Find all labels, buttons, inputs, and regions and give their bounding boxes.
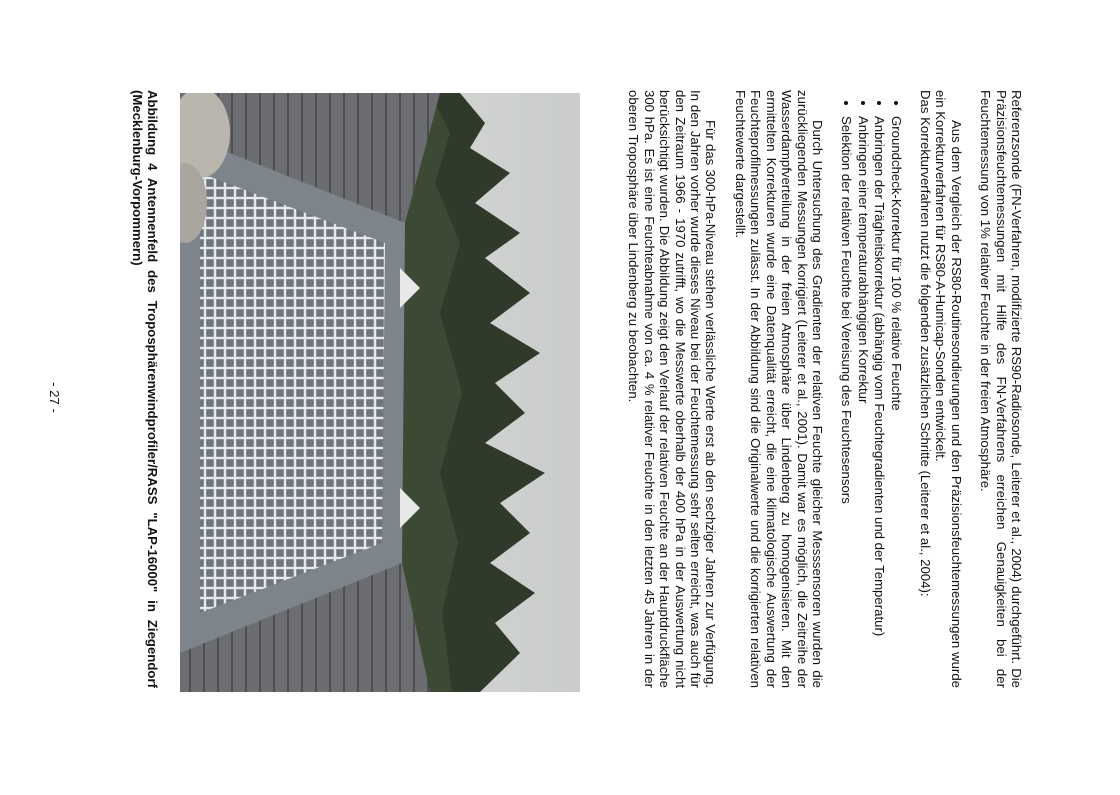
bullet-item: • Selektion der relativen Feuchte bei Vereisung des Feuchtesensors — [839, 116, 854, 688]
figure-caption: Abbildung 4 Antennenfeld des Troposphärenwindprofiler/RASS "LAP-16000" in Ziegendorf (Mecklenburg-Vorpommern) — [129, 90, 160, 688]
paragraph-korrekturverfahren: Das Korrekturverfahren nutzt die folgenden zusätzlichen Schritte (Leiterer et al., 2004): — [917, 90, 933, 597]
antenna-field-photo — [180, 93, 580, 692]
bullet-item: • Groundcheck-Korrektur für 100 % relative Feuchte — [888, 116, 903, 688]
paragraph-referenzsonde: Referenzsonde (FN-Verfahren, modifizierte RS90-Radiosonde, Leiterer et al., 2004) durchgeführt. Die Präzisionsfeuchtemessungen mit Hilfe des FN-Verfahrens erreichen Genauigkeiten bei der Feuchtemessung von 1% relativer Feuchte in der freien Atmosphäre. — [978, 90, 1024, 688]
page-number: - 27 - — [47, 382, 62, 413]
text-block-upper — [612, 90, 1024, 688]
paragraph-gradient: Durch Untersuchung des Gradienten der relativen Feuchte gleicher Messsensoren wurden die zurückliegenden Messungen korrigiert (Leiterer et al., 2001). Damit war es möglich, die Zeitreihe der Wasserdampfverteilung in der freien Atmosphäre über Lindenberg zu homogenisieren. Mit den ermittelten Korrekturen wurde eine Datenqualität erreicht, die eine klimatologische Auswertung der Feuchteprofilmessungen zulässt. In der Abbildung sind die Originalwerte und die korrigierten relativen Feuchtewerte dargestellt. — [732, 90, 825, 688]
antenna-field-image — [180, 93, 580, 692]
bullet-item: • Anbringen einer temperaturabhängigen Korrektur — [855, 116, 870, 688]
bullet-list — [839, 90, 904, 688]
paragraph-300hpa: Für das 300-hPa-Niveau stehen verlässliche Werte erst ab den sechziger Jahren zur Verfügung. In den Jahren vorher wurde dieses Niveau bei der Feuchtemessung sehr selten erreicht, was auch für den Zeitraum 1966 - 1970 zutrifft, wo die Messwerte oberhalb der 400 hPa in der Auswertung nicht berücksichtigt wurden. Die Abbildung zeigt den Verlauf der relativen Feuchte an der Hauptdruckfläche 300 hPa. Es ist eine Feuchteabnahme von ca. 4 % relativer Feuchte in den letzten 45 Jahren in der oberen Troposphäre über Lindenberg zu beobachten. — [626, 90, 719, 688]
bullet-item: • Anbringen der Trägheitskorrektur (abhängig vom Feuchtegradienten und der Temperatur) — [872, 116, 887, 688]
paragraph-vergleich: Aus dem Vergleich der RS80-Routinesondierungen und den Präzisionsfeuchtemessungen wurde ein Korrekturverfahren für RS80-A-Humicap-Sonden entwickelt. — [933, 90, 964, 688]
